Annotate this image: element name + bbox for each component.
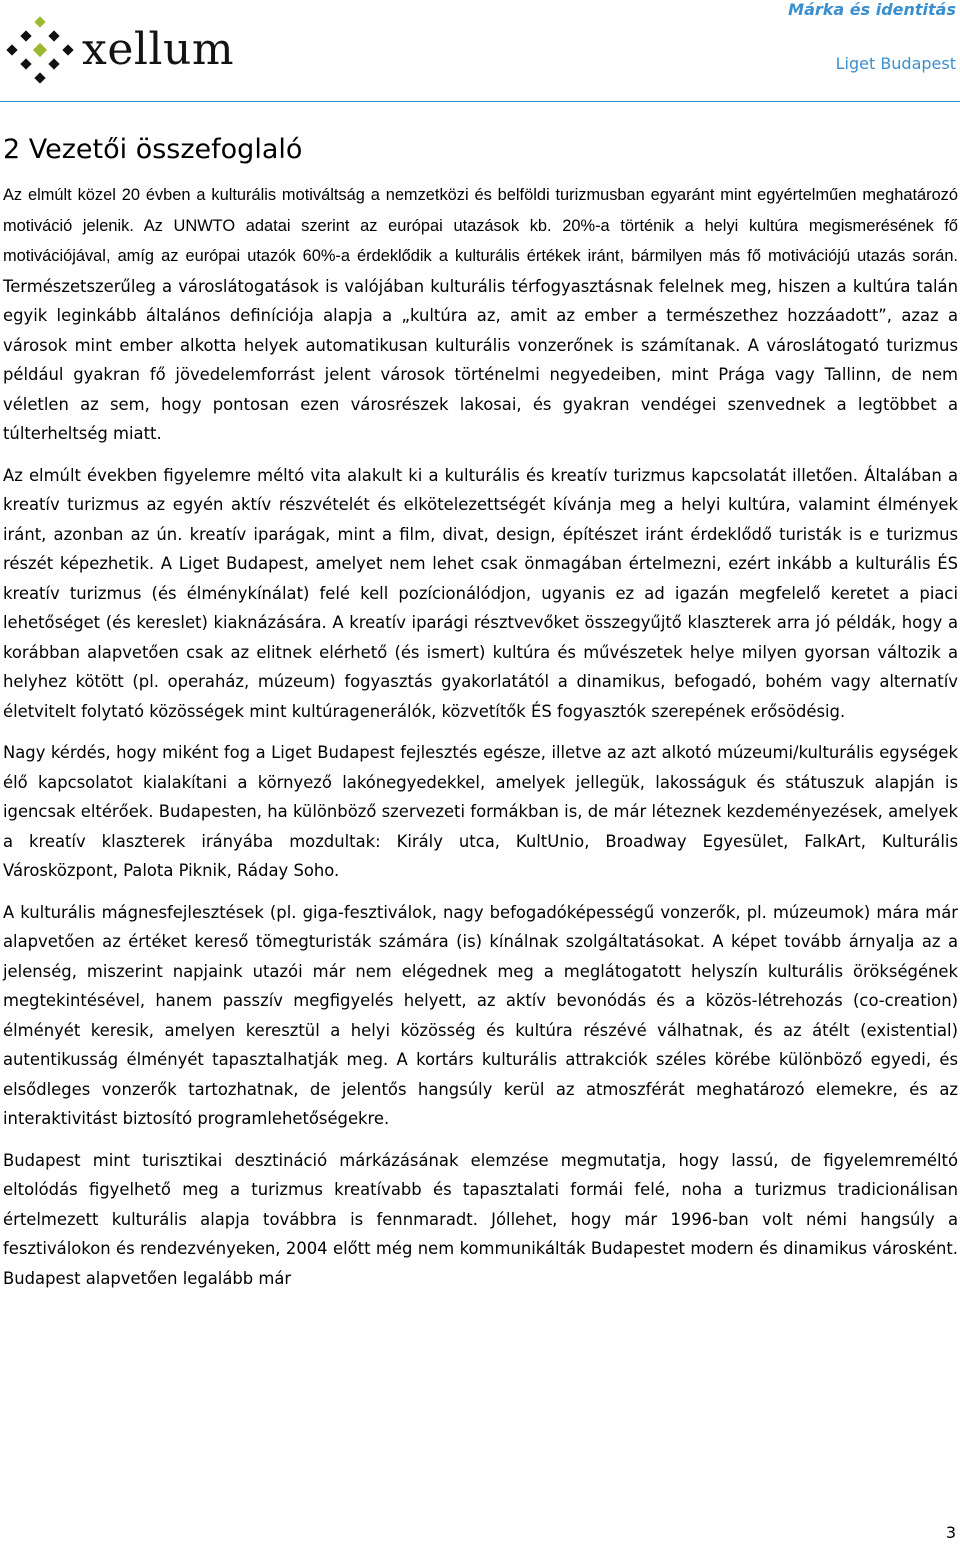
header-divider <box>0 101 960 102</box>
page-number: 3 <box>945 1523 956 1542</box>
paragraph-text: Az elmúlt években figyelemre méltó vita alakult ki a kulturális és kreatív turizmus kapcsolatát illetően. Általában a kreatív turizmus az egyén aktív részvételét és elkötelezettségét kívánja meg a helyi kultúra, valamint élmények iránt, azonban az ún. kreatív iparágak, mint a film, divat, design, építészet iránt érdeklődő turisták is e turizmus részét képezhetik. A Liget Budapest, amelyet nem lehet csak önmagában értelmezni, ezért inkább a kulturális ÉS kreatív turizmus (és élménykínálat) felé kell pozícionálódjon, ugyanis ez ad igazán megfelelő keretet a piaci lehetőséget (és kereslet) kiaknázására. A kreatív iparági résztvevőket összegyűjtő klaszterek arra jó példák, hogy a korábban alapvetően csak az elitnek elérhető (és ismert) kultúra és művészetek helye milyen gyorsan változik a helyhez kötött (pl. operaház, múzeum) fogyasztás gyakorlatától a dinamikus, befogadó, bohém vagy alternatív életvitelt folytató közösségek mint kultúragenerálók, közvetítők ÉS fogyasztók szerepének erősödésig. <box>3 465 958 721</box>
paragraph <box>3 738 958 886</box>
logo-diamond <box>34 72 45 83</box>
paragraph <box>3 1146 958 1294</box>
section-heading: 2 Vezetői összefoglaló <box>3 134 303 165</box>
logo-diamond <box>6 44 17 55</box>
logo-diamond <box>62 44 73 55</box>
paragraph-text: A kulturális mágnesfejlesztések (pl. giga-fesztiválok, nagy befogadóképességű vonzerők, pl. múzeumok) mára már alapvetően az értéket kereső tömegturisták számára (is) kínálnak szolgáltatásokat. A képet tovább árnyalja az a jelenség, miszerint napjaink utazói már nem elégednek meg a meglátogatott helyszín kulturális örökségének megtekintésével, hanem passzív megfigyelés helyett, az aktív bevonódás és a közös-létrehozás (co-creation) élményét keresik, amelyen keresztül a helyi közösség és kultúra részévé válhatnak, és az átélt (existential) autentikusság élményét tapasztalhatják meg. A kortárs kulturális attrakciók széles körébe különböző egyedi, és elsődleges vonzerők tartozhatnak, de jelentős hangsúly kerül az atmoszférát meghatározó elemekre, és az interaktivitást biztosító programlehetőségekre. <box>3 902 958 1128</box>
logo-diamond <box>48 30 59 41</box>
logo-diamond <box>20 58 31 69</box>
xellum-logo <box>4 14 244 84</box>
logo-diamond <box>48 58 59 69</box>
logo-diamond <box>34 16 45 27</box>
paragraph-lead: Az elmúlt közel 20 évben a kulturális motiváltság a nemzetközi és belföldi turizmusban egyaránt mint egyértelműen meghatározó motiváció jelenik. Az UNWTO adatai szerint az európai utazások kb. 20%-a történik a helyi kultúra megismerésének fő motivációjával, amíg az európai utazók 60%-a érdeklődik a kulturális értékek iránt, bármilyen más fő motivációjú utazás során. <box>3 186 958 265</box>
logo-diamond <box>20 30 31 41</box>
header-project: Liget Budapest <box>835 54 956 73</box>
paragraph <box>3 180 958 449</box>
paragraph <box>3 898 958 1134</box>
diamond-pattern-icon <box>4 14 76 84</box>
logo-wordmark: xellum <box>82 24 235 75</box>
logo-diamond <box>33 43 47 57</box>
paragraph-text: Természetszerűleg a városlátogatások is valójában kulturális térfogyasztásnak felelnek meg, hiszen a kultúra talán egyik leginkább általános definíciója alapja a „kultúra az, amit az ember a természethez hozzáadott”, azaz a városok mint ember alkotta helyek automatikusan kulturális vonzerőnek is számítanak. A városlátogató turizmus például gyakran fő jövedelemforrást jelent városok történelmi negyedeiben, mint Prága vagy Tallinn, de nem véletlen az sem, hogy pontosan ezen városrészek lakosai, és gyakran vendégei szenvednek a legtöbbet a túlterheltség miatt. <box>3 276 958 443</box>
header-category: Márka és identitás <box>788 0 956 19</box>
paragraph-text: Budapest mint turisztikai desztináció márkázásának elemzése megmutatja, hogy lassú, de figyelemreméltó eltolódás figyelhető meg a turizmus kreatívabb és tapasztalati formái felé, noha a turizmus tradicionálisan értelmezett kulturális alapja továbbra is fennmaradt. Jóllehet, hogy már 1996-ban volt némi hangsúly a fesztiválokon és rendezvényeken, 2004 előtt még nem kommunikálták Budapestet modern és dinamikus városként. Budapest alapvetően legalább már <box>3 1150 958 1288</box>
paragraph <box>3 461 958 727</box>
paragraph-text: Nagy kérdés, hogy miként fog a Liget Budapest fejlesztés egésze, illetve az azt alkotó múzeumi/kulturális egységek élő kapcsolatot kialakítani a környező lakónegyedekkel, amelyek jellegük, lakosságuk és státuszuk alapján is igencsak eltérőek. Budapesten, ha különböző szervezeti formákban is, de már léteznek kezdeményezések, amelyek a kreatív klaszterek irányába mozdultak: Király utca, KultUnio, Broadway Egyesület, FalkArt, Kulturális Városközpont, Palota Piknik, Ráday Soho. <box>3 743 958 880</box>
body-text <box>3 180 958 1305</box>
